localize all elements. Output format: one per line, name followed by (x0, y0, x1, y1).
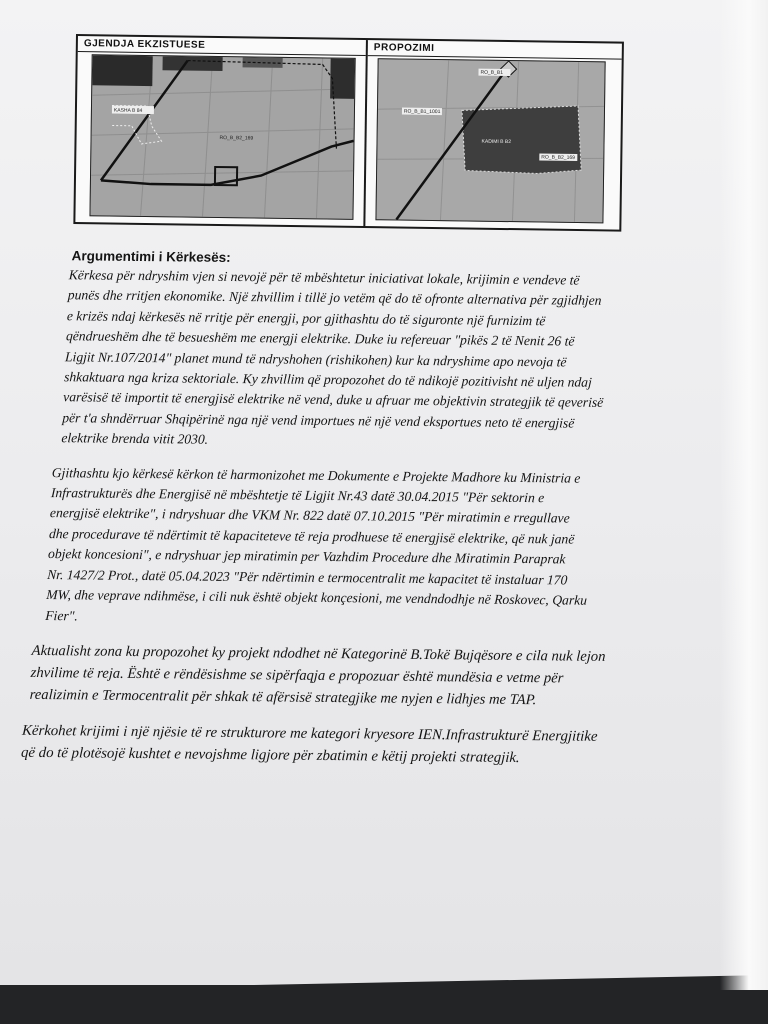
existing-state-map (89, 54, 355, 220)
paragraph-line: Fier". (45, 607, 79, 623)
paragraph-line: MW, dhe veprave ndihmëse, i cili nuk është objekt konçesioni, me vendndodhje në Roskovec, Qarku (45, 587, 588, 608)
paragraph-line: energjisë elektrike", i ndryshuar dhe VKM Nr. 822 datë 07.10.2015 "Për miratimin e rregullave (49, 505, 571, 526)
section-heading: Argumentimi i Kërkesës: (71, 248, 232, 265)
paragraph-line: shkaktuara nga kriza sektoriale. Ky zhvillim që propozohet do të ndikojë pozitivisht në uljen ndaj (63, 369, 593, 390)
paragraph-line: varësisë të importit të energjisë elektrike në vend, duke u afruar me objektivin strategjik të qeverisë (62, 389, 604, 411)
proposal-map (375, 58, 605, 223)
existing-map-label-1: KASHA B 84 (113, 107, 143, 114)
paragraph-line: punës dhe rritjen ekonomike. Një zhvillim i tillë jo vetëm që do të ofronte alternativa për zgjidhjen (67, 287, 602, 309)
paragraph-line: Kërkohet krijimi i një njësie të re strukturore me kategori kryesore IEN.Infrastrukturë Energjitike (21, 722, 598, 745)
paragraph-line: Gjithashtu kjo kërkesë kërkon të harmonizohet me Dokumente e Projekte Madhore ku Ministria e (51, 464, 581, 486)
paragraph-line: Infrastrukturës dhe Energjisë në mbështetje të Ligjit Nr.43 datë 30.04.2015 "Për sektorin e (50, 485, 545, 506)
proposal-map-label-2: RO_B_B1_1001 (403, 108, 441, 116)
paragraph-line: dhe procedurave të ndërtimit të kapaciteteve të reja prodhuese të energjisë elektrike, që nuk janë (48, 525, 575, 547)
proposal-panel (365, 40, 622, 230)
paragraph-line: Nr. 1427/2 Prot., datë 05.04.2023 "Për ndërtimin e termocentralit me kapacitet të instaluar 170 (46, 566, 568, 588)
paragraph-1 (61, 265, 699, 455)
paragraph-line: elektrike brenda vitit 2030. (61, 430, 209, 447)
paragraph-line: Kërkesa për ndryshim vjen si nevojë për të mbështetur iniciativat lokale, krijimin e vendeve të (68, 267, 580, 288)
paragraph-line: objekt koncesioni", e ndryshuar jep miratimin per Vazhdim Procedure dhe Miratimin Paraprak (47, 546, 566, 567)
paragraph-line: realizimin e Termocentralit për shkak të afërsisë strategjike me nyjen e lidhjes me TAP. (29, 686, 537, 709)
argument-section (20, 248, 734, 785)
proposal-map-label-4: RO_B_B2_169 (541, 154, 576, 161)
paragraph-4 (21, 720, 713, 771)
proposal-map-label-1: RO_B_B1 (480, 69, 504, 76)
page-edge (720, 0, 768, 990)
map-figure (73, 34, 624, 232)
paragraph-line: Ligjit Nr.107/2014" planet mund të ndryshohen (rishikohen) kur ka ndryshime apo nevoja të (64, 348, 567, 370)
paragraph-line: e krizës ndaj kërkesës në rritje për energji, por gjithashtu do të siguronte një furnizim të (66, 308, 546, 329)
paragraph-3 (29, 640, 716, 713)
existing-state-title: GJENDJA EKZISTUESE (83, 38, 206, 51)
paragraph-line: që do të plotësojë kushtet e nevojshme ligjore për zbatimin e këtij projekti strategjik. (20, 744, 521, 766)
paragraph-line: qëndrueshëm dhe të besueshëm me energji elektrike. Duke iu refereuar "pikës 2 të Nenit 26 të (65, 328, 575, 349)
paragraph-line: për t'a shndërruar Shqipërinë nga një vend importues në një vend eksportues neto të energjisë (61, 410, 575, 431)
existing-map-label-2: RO_B_B2_169 (219, 135, 254, 142)
paragraph-line: Aktualisht zona ku propozohet ky projekt ndodhet në Kategorinë B.Tokë Bujqësore e cila nuk lejon (31, 642, 606, 665)
proposal-map-label-3: KADIMI B B2 (481, 138, 512, 146)
paragraph-2 (45, 463, 702, 633)
existing-state-panel (75, 36, 368, 226)
paragraph-line: zhvilime të reja. Është e rëndësishme se sipërfaqja e propozuar është mundësia e vetme për (30, 664, 564, 687)
proposal-title: PROPOZIMI (373, 42, 435, 55)
